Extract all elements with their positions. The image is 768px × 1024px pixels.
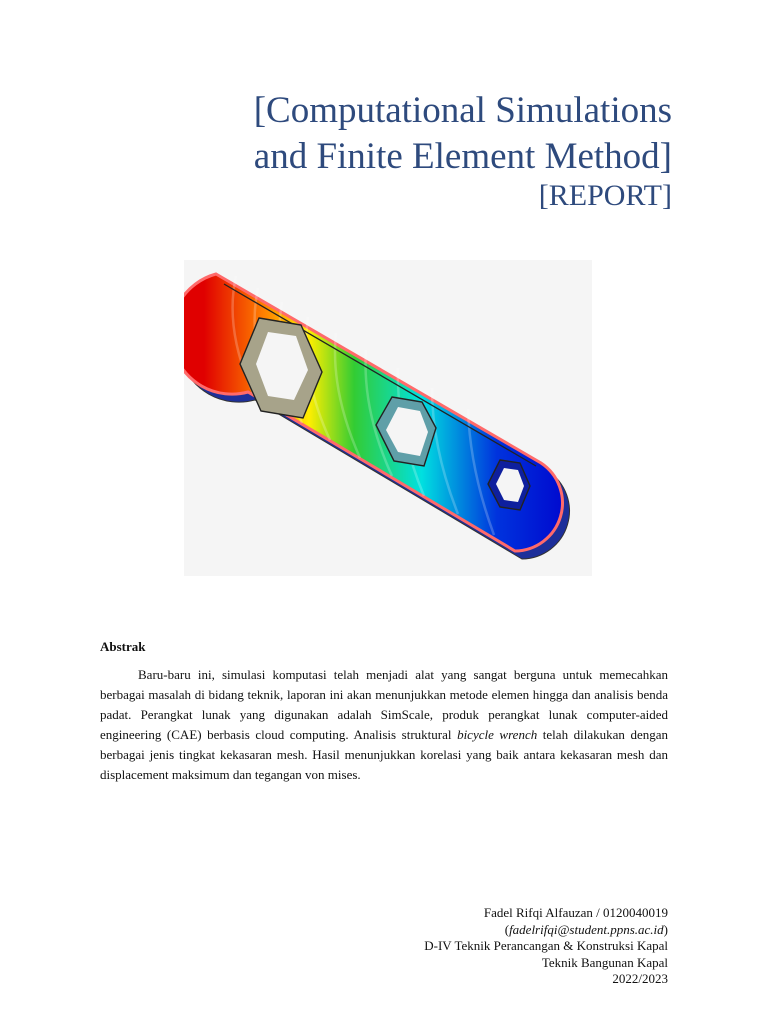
author-department: Teknik Bangunan Kapal xyxy=(541,954,668,970)
abstract-heading: Abstrak xyxy=(100,639,146,654)
abstract-paragraph xyxy=(100,665,668,785)
email-paren-open: ( xyxy=(504,921,510,937)
abstract-text-part-2: telah dilakukan dengan berbagai jenis tingkat kekasaran mesh. Hasil menunjukkan korelasi yang baik antara kekasaran mesh dan displacement maksimum dan tegangan von mises. xyxy=(100,727,669,782)
author-email-line xyxy=(424,922,668,939)
bicycle-wrench-contour-plot xyxy=(184,260,592,576)
report-title-block xyxy=(254,88,672,214)
report-subtitle: [REPORT] xyxy=(538,179,672,212)
abstract-text-part-1: Baru-baru ini, simulasi komputasi telah menjadi alat yang sangat berguna untuk memecahkan berbagai masalah di bidang teknik, laporan ini akan menunjukkan metode elemen hingga dan analisis benda padat. Perangkat lunak yang digunakan adalah SimScale, produk perangkat lunak computer-aided engineering (CAE) berbasis cloud computing. Analisis struktural xyxy=(100,667,668,742)
title-line-1: [Computational Simulations xyxy=(253,90,672,131)
author-name-id: Fadel Rifqi Alfauzan / 0120040019 xyxy=(483,905,668,920)
title-line-2: and Finite Element Method] xyxy=(253,136,672,177)
email-paren-close: ) xyxy=(663,921,668,937)
author-program: D-IV Teknik Perancangan & Konstruksi Kapal xyxy=(424,938,668,953)
wrench-body xyxy=(184,274,562,551)
abstract-section xyxy=(100,638,668,785)
abstract-italic-term: bicycle wrench xyxy=(457,727,538,742)
author-year: 2022/2023 xyxy=(612,971,668,986)
author-info-block xyxy=(424,905,668,988)
simulation-result-figure xyxy=(184,260,592,576)
author-email: fadelrifqi@student.ppns.ac.id xyxy=(509,921,664,937)
